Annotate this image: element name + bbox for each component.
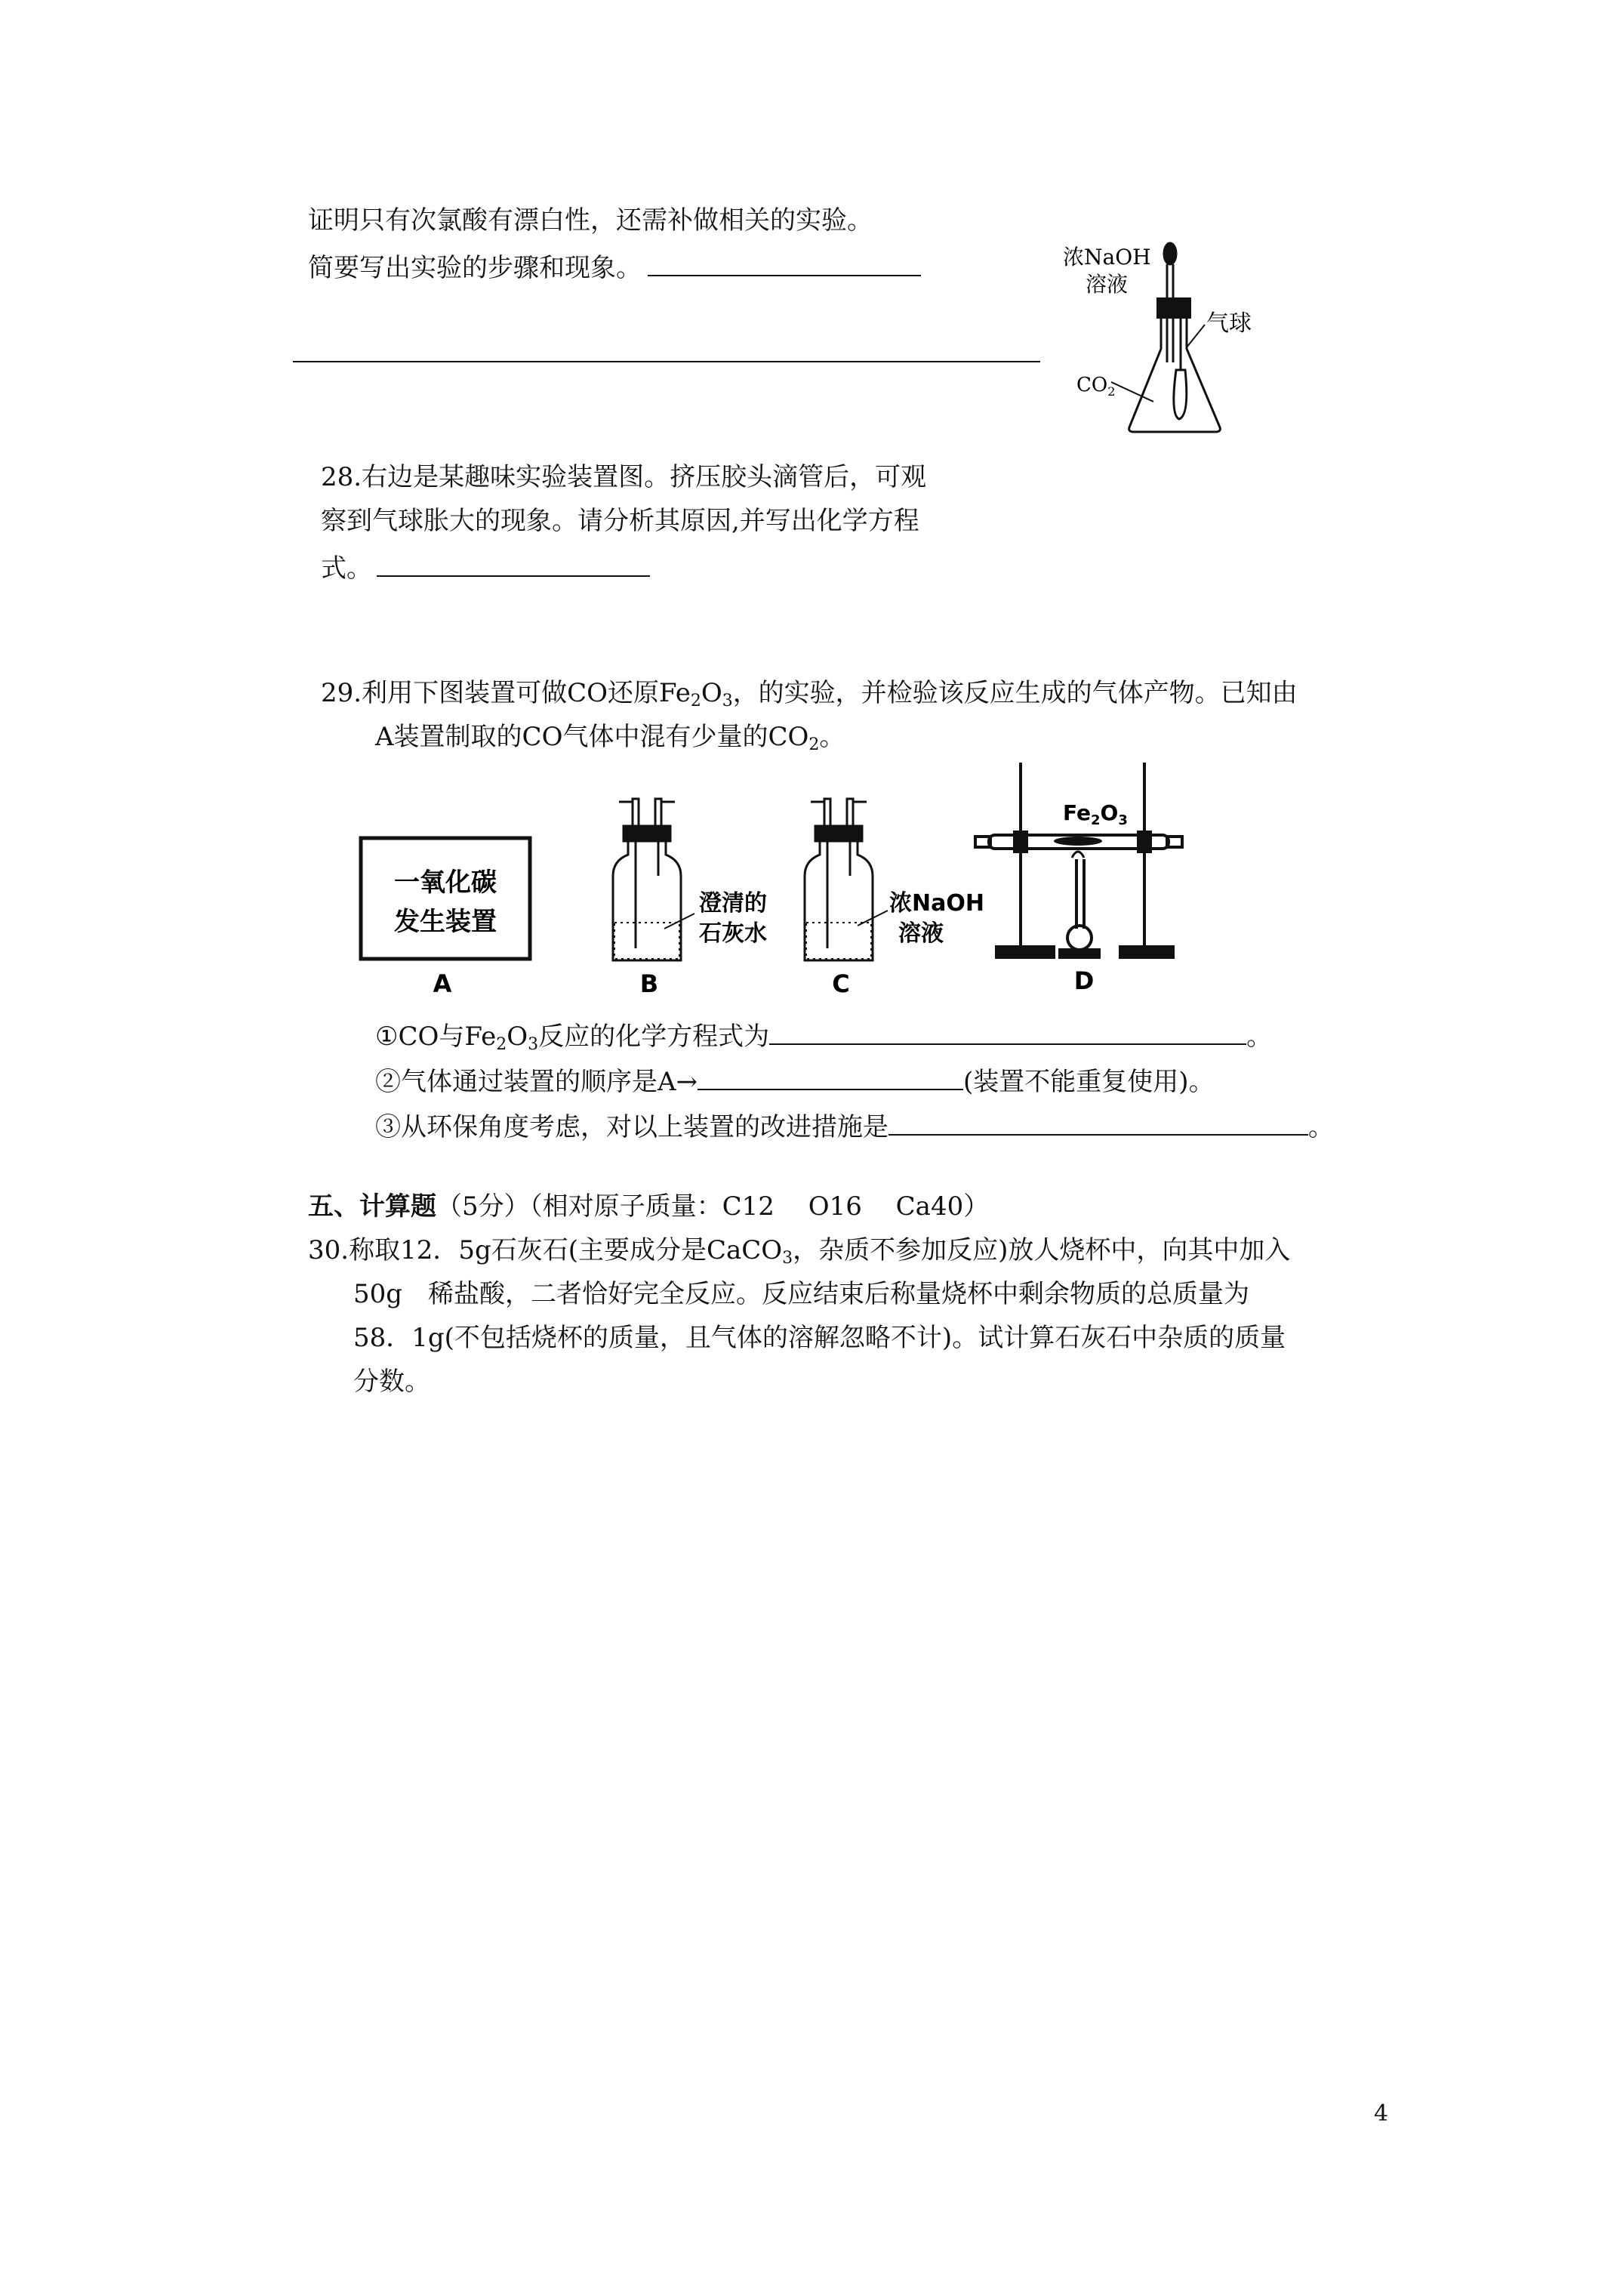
device-a-box-line1: 一氧化碳	[394, 868, 497, 898]
q28-line-1: 28.右边是某趣味实验装置图。挤压胶头滴管后，可观	[321, 462, 927, 492]
q27-answer-blank[interactable]	[648, 249, 921, 276]
q29-l1-b: O	[701, 678, 722, 708]
device-d-top-sub-b: 3	[1118, 812, 1128, 828]
q27-line-2-text: 简要写出实验的步骤和现象。	[308, 253, 642, 283]
page-number: 4	[1374, 2100, 1389, 2127]
q30-line-1	[308, 1235, 1291, 1268]
device-c-side-2: 溶液	[898, 920, 944, 947]
q29-l1-sub2: 2	[690, 692, 701, 710]
sub-question-1	[375, 1018, 1272, 1052]
section-5-note: （5分）（相对原子质量：C12 O16 Ca40）	[436, 1191, 990, 1222]
q30-l1-sub3: 3	[782, 1249, 793, 1268]
device-a-label: A	[433, 969, 452, 998]
device-d-label: D	[1073, 966, 1095, 995]
device-d-top-sub-a: 2	[1090, 812, 1101, 828]
wash-bottle-b-icon	[613, 799, 681, 960]
q28-line-2: 察到气球胀大的现象。请分析其原因,并写出化学方程	[321, 506, 919, 536]
q30-line-3: 58．1g(不包括烧杯的质量，且气体的溶解忽略不计)。试计算石灰石中杂质的质量	[353, 1323, 1286, 1353]
device-a-box	[361, 838, 530, 959]
apparatus-figure	[347, 763, 1208, 1004]
device-c-label: C	[832, 969, 850, 998]
q30-l1-b: ，杂质不参加反应)放人烧杯中，向其中加入	[793, 1235, 1291, 1265]
sq2-a: ②气体通过装置的顺序是A→	[375, 1067, 698, 1097]
q28-line-3-text: 式。	[321, 553, 372, 584]
flame-icon	[1072, 852, 1084, 858]
q29-l2-b: 。	[819, 722, 845, 752]
flask-stopper	[1156, 297, 1191, 319]
flask-figure	[1057, 234, 1306, 445]
sq1-c: 反应的化学方程式为	[538, 1022, 770, 1052]
flask-co2-label-main: CO	[1076, 374, 1108, 396]
device-d-top-o: O	[1100, 800, 1119, 825]
device-a-box-line2: 发生装置	[394, 907, 497, 937]
device-d-top-label	[1063, 800, 1128, 828]
fe2o3-powder	[1054, 837, 1102, 846]
heating-apparatus-d-icon	[975, 763, 1182, 957]
wash-bottle-b-liquid	[614, 923, 679, 959]
flask-balloon-label: 气球	[1206, 310, 1252, 337]
wash-bottle-c-liquid	[806, 923, 871, 959]
device-b-side-2: 石灰水	[699, 920, 767, 947]
sq2-answer-blank[interactable]	[698, 1063, 963, 1090]
flask-co2-label-sub: 2	[1107, 384, 1116, 399]
q27-line-1: 证明只有次氯酸有漂白性，还需补做相关的实验。	[308, 205, 873, 236]
section-5-title: 五、计算题	[308, 1191, 436, 1222]
q28-line-3	[321, 550, 650, 584]
flask-naoh-label-2: 溶液	[1086, 272, 1129, 297]
q29-line-2	[375, 722, 845, 752]
balloon-pointer	[1187, 325, 1205, 347]
q29-l1-sub3: 3	[722, 692, 733, 710]
q30-line-2: 50g 稀盐酸，二者恰好完全反应。反应结束后称量烧杯中剩余物质的总质量为	[353, 1279, 1250, 1309]
section-5-heading	[308, 1191, 989, 1222]
q28-answer-blank[interactable]	[377, 550, 650, 577]
sq1-sub3: 3	[528, 1035, 539, 1054]
q30-l1-a: 30.称取12．5g石灰石(主要成分是CaCO	[308, 1235, 783, 1265]
q27-answer-line[interactable]	[293, 361, 1040, 362]
sub-question-3	[375, 1108, 1334, 1142]
device-d-top-fe: Fe	[1063, 800, 1091, 825]
sq1-end: 。	[1246, 1022, 1273, 1052]
q30-line-4: 分数。	[353, 1367, 430, 1397]
balloon-icon	[1174, 310, 1187, 419]
sq3-a: ③从环保角度考虑，对以上装置的改进措施是	[375, 1112, 888, 1142]
q29-l2-sub2: 2	[808, 735, 820, 754]
q29-l1-c: ，的实验，并检验该反应生成的气体产物。已知由	[732, 678, 1298, 708]
flask-co2-label	[1076, 374, 1115, 399]
sq1-answer-blank[interactable]	[769, 1018, 1246, 1045]
sq3-end: 。	[1308, 1112, 1334, 1142]
sq2-b: (装置不能重复使用)。	[963, 1067, 1215, 1097]
wash-bottle-c-icon	[805, 799, 873, 960]
q29-l1-a: 29.利用下图装置可做CO还原Fe	[321, 678, 691, 708]
flask-naoh-label-1: 浓NaOH	[1063, 245, 1151, 270]
q29-line-1	[321, 678, 1298, 708]
sq1-b: O	[507, 1022, 528, 1052]
sub-question-2	[375, 1063, 1215, 1097]
device-c-side-1: 浓NaOH	[889, 890, 984, 917]
sq1-sub2: 2	[496, 1035, 507, 1054]
q27-line-2	[308, 249, 921, 283]
device-b-side-1: 澄清的	[699, 890, 767, 917]
sq1-a: ①CO与Fe	[375, 1022, 497, 1052]
device-b-label: B	[639, 969, 659, 998]
sq3-answer-blank[interactable]	[888, 1108, 1308, 1136]
q29-l2-a: A装置制取的CO气体中混有少量的CO	[375, 722, 809, 752]
